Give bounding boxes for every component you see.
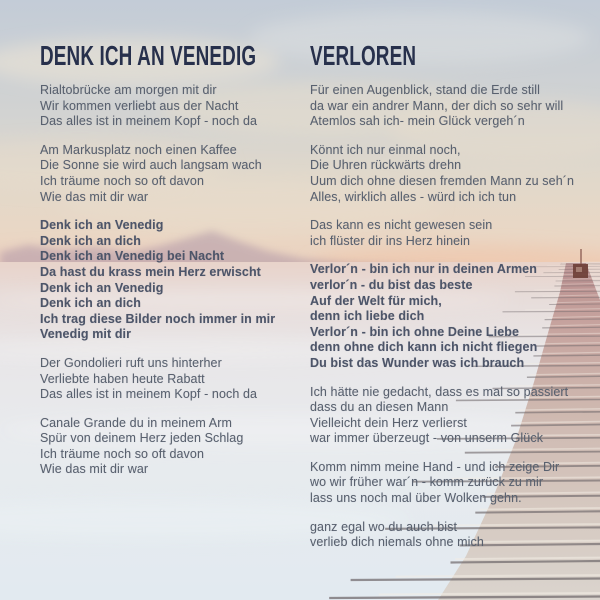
stanza-list-verloren xyxy=(310,83,598,551)
stanza xyxy=(310,262,598,371)
lyric-line: wo wir früher war´n - komm zurück zu mir xyxy=(310,475,544,490)
lyric-line: Auf der Welt für mich, xyxy=(310,293,442,308)
lyric-line: Rialtobrücke am morgen mit dir xyxy=(40,83,217,97)
lyric-line: Das alles ist in meinem Kopf - noch da xyxy=(40,114,258,129)
lyric-line: Denk ich an Venedig xyxy=(40,218,164,233)
lyric-line: verlieb dich niemals ohne mich xyxy=(310,535,484,550)
lyric-line: Denk ich an dich xyxy=(40,233,141,248)
lyric-line: Die Sonne sie wird auch langsam wach xyxy=(40,158,262,173)
lyric-line: lass uns noch mal über Wolken gehn. xyxy=(310,491,522,506)
lyric-line: ich flüster dir ins Herz hinein xyxy=(310,233,471,248)
song-title-venedig: DENK ICH AN VENEDIG xyxy=(40,39,257,72)
lyric-line: Komm nimm meine Hand - und ich zeige Dir xyxy=(310,459,560,474)
lyrics-column-venedig xyxy=(40,39,302,491)
song-title-verloren: VERLOREN xyxy=(310,39,417,72)
lyric-line: Alles, wirklich alles - würd ich ich tun xyxy=(310,189,517,204)
lyric-line: ganz egal wo du auch bist xyxy=(310,519,458,534)
stanza xyxy=(310,385,598,447)
lyric-line: war immer überzeugt - von unserm Glück xyxy=(310,431,544,446)
lyric-line: Canale Grande du in meinem Arm xyxy=(40,415,232,430)
lyric-line: denn ohne dich kann ich nicht fliegen xyxy=(310,340,538,355)
stanza xyxy=(310,143,598,205)
lyric-line: Uum dich ohne diesen fremden Mann zu seh´n xyxy=(310,173,575,188)
lyric-line: Könnt ich nur einmal noch, xyxy=(310,142,461,157)
lyric-line: Die Uhren rückwärts drehn xyxy=(310,158,462,173)
lyric-line: Venedig mit dir xyxy=(40,327,132,342)
lyric-line: Ich trag diese Bilder noch immer in mir xyxy=(40,311,276,326)
stanza xyxy=(40,143,302,205)
lyric-line: Du bist das Wunder was ich brauch xyxy=(310,355,525,370)
lyric-line: Vielleicht dein Herz verlierst xyxy=(310,415,467,430)
lyric-line: Denk ich an Venedig xyxy=(40,280,164,295)
lyric-line: Verlor´n - bin ich ohne Deine Liebe xyxy=(310,324,520,339)
lyric-line: Der Gondolieri ruft uns hinterher xyxy=(40,355,222,370)
lyric-line: Da hast du krass mein Herz erwischt xyxy=(40,264,261,279)
lyric-line: Am Markusplatz noch einen Kaffee xyxy=(40,142,237,157)
lyric-line: Atemlos sah ich- mein Glück vergeh´n xyxy=(310,114,525,129)
lyric-line: Das kann es nicht gewesen sein xyxy=(310,218,493,233)
lyric-line: da war ein andrer Mann, der dich so sehr will xyxy=(310,98,564,113)
stanza xyxy=(40,356,302,403)
lyric-line: Verlor´n - bin ich nur in deinen Armen xyxy=(310,262,537,277)
stanza xyxy=(310,520,598,551)
lyric-line: Spür von deinem Herz jeden Schlag xyxy=(40,431,244,446)
lyric-line: Das alles ist in meinem Kopf - noch da xyxy=(40,387,258,402)
stanza-list-venedig xyxy=(40,83,302,478)
stanza xyxy=(310,218,598,249)
lyric-line: Wir kommen verliebt aus der Nacht xyxy=(40,98,239,113)
lyric-line: denn ich liebe dich xyxy=(310,309,425,324)
lyric-line: Wie das mit dir war xyxy=(40,462,149,477)
lyrics-column-verloren xyxy=(310,39,598,564)
lyric-line: Denk ich an dich xyxy=(40,296,141,311)
stanza xyxy=(310,460,598,507)
stanza xyxy=(40,218,302,343)
lyric-line: Wie das mit dir war xyxy=(40,189,149,204)
lyric-line: Für einen Augenblick, stand die Erde still xyxy=(310,83,541,97)
lyric-line: Verliebte haben heute Rabatt xyxy=(40,371,205,386)
lyric-line: verlor´n - du bist das beste xyxy=(310,277,473,292)
lyric-line: Denk ich an Venedig bei Nacht xyxy=(40,249,225,264)
stanza xyxy=(40,416,302,478)
stanza xyxy=(310,83,598,130)
lyric-line: Ich träume noch so oft davon xyxy=(40,446,205,461)
stanza xyxy=(40,83,302,130)
lyric-line: Ich träume noch so oft davon xyxy=(40,173,205,188)
lyric-line: Ich hätte nie gedacht, dass es mal so passiert xyxy=(310,384,569,399)
lyric-line: dass du an diesen Mann xyxy=(310,400,449,415)
